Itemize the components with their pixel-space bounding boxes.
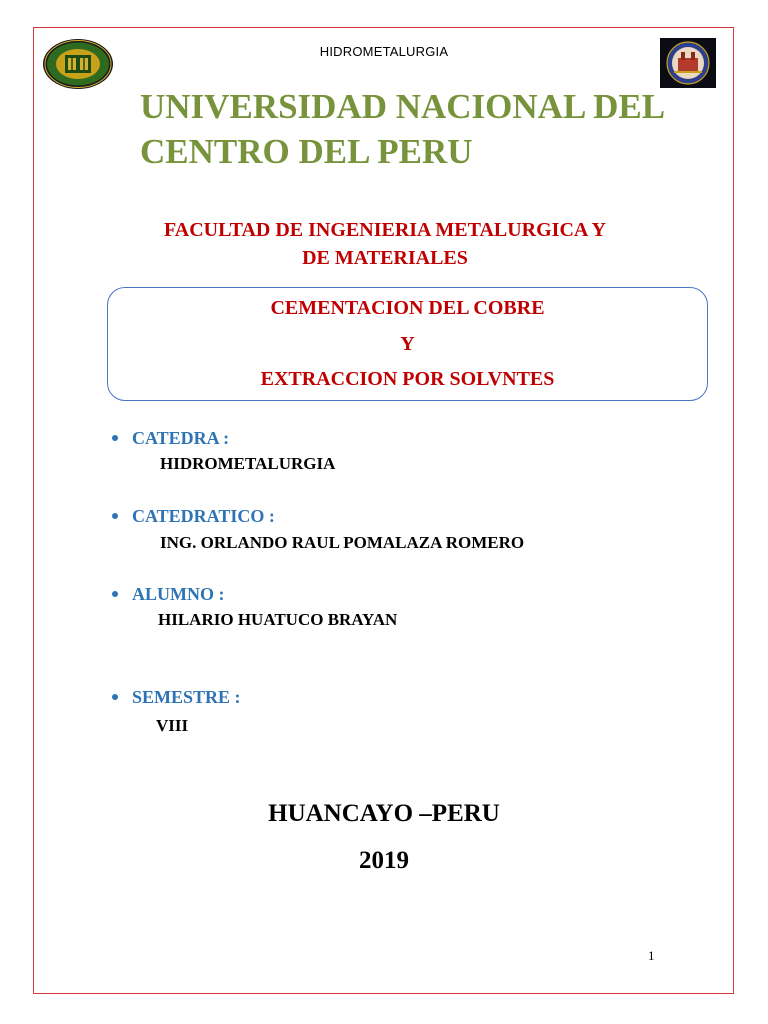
catedratico-label: CATEDRATICO : — [112, 506, 275, 527]
topic-line1: CEMENTACION DEL COBRE — [270, 297, 545, 319]
semestre-label: SEMESTRE : — [112, 687, 241, 708]
university-name-line1: UNIVERSIDAD NACIONAL DEL — [140, 87, 666, 126]
semestre-value: VIII — [156, 716, 189, 735]
bullet-icon — [112, 435, 118, 441]
university-seal-icon — [42, 38, 114, 90]
university-name-line2: CENTRO DEL PERU — [140, 132, 473, 171]
running-header: HIDROMETALURGIA — [319, 44, 449, 59]
topic-line3: EXTRACCION POR SOLVNTES — [260, 368, 555, 390]
alumno-value: HILARIO HUATUCO BRAYAN — [158, 610, 398, 629]
faculty-name-line1: FACULTAD DE INGENIERIA METALURGICA Y — [164, 219, 606, 241]
bullet-icon — [112, 513, 118, 519]
faculty-emblem-icon — [660, 38, 716, 88]
city: HUANCAYO –PERU — [268, 800, 500, 827]
page-number: 1 — [648, 948, 655, 963]
catedra-value: HIDROMETALURGIA — [160, 454, 336, 473]
faculty-name — [100, 216, 670, 272]
bullet-icon — [112, 694, 118, 700]
catedra-label: CATEDRA : — [112, 428, 229, 449]
university-name — [140, 84, 700, 174]
catedratico-value: ING. ORLANDO RAUL POMALAZA ROMERO — [160, 533, 525, 552]
bullet-icon — [112, 591, 118, 597]
topic-line2: Y — [400, 333, 415, 355]
alumno-label: ALUMNO : — [112, 584, 225, 605]
faculty-name-line2: DE MATERIALES — [302, 247, 468, 269]
year: 2019 — [359, 847, 409, 874]
